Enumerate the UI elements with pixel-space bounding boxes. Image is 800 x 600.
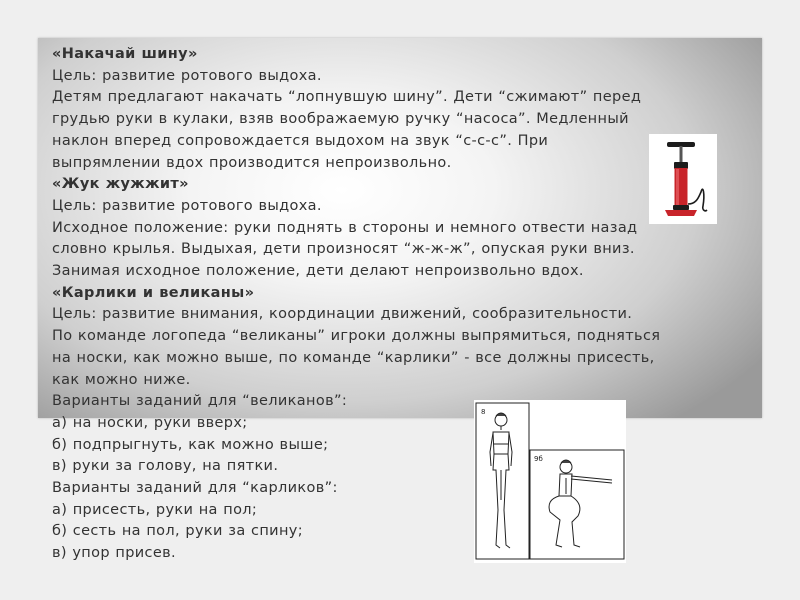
exercise-figures-drawing — [474, 400, 626, 563]
text-line: в) руки за голову, на пятки. — [52, 458, 279, 475]
slide-text-block — [52, 44, 752, 565]
heading-karliki-i-velikany: «Карлики и великаны» — [52, 284, 255, 301]
text-line: Варианты заданий для “великанов”: — [52, 393, 348, 410]
heading-zhuk-zhuzhzhit: «Жук жужжит» — [52, 176, 189, 193]
text-line: на носки, как можно выше, по команде “карлики” - все должны присесть, — [52, 349, 655, 366]
figure-label-right: 9б — [534, 455, 543, 463]
text-line: наклон вперед сопровождается выдохом на звук “с-с-с”. При — [52, 132, 549, 149]
text-line: Цель: развитие ротового выдоха. — [52, 197, 322, 214]
air-pump-image — [649, 134, 717, 224]
text-line: в) упор присев. — [52, 545, 176, 562]
heading-nakachai-shinu: «Накачай шину» — [52, 46, 198, 62]
text-line: грудью руки в кулаки, взяв воображаемую ручку “насоса”. Медленный — [52, 111, 629, 128]
text-line: выпрямлении вдох производится непроизвольно. — [52, 154, 452, 171]
text-line: б) сесть на пол, руки за спину; — [52, 523, 303, 540]
text-line: б) подпрыгнуть, как можно выше; — [52, 436, 329, 453]
text-line: как можно ниже. — [52, 371, 191, 388]
text-line: Исходное положение: руки поднять в стороны и немного отвести назад — [52, 219, 638, 236]
text-line: словно крылья. Выдыхая, дети произносят “ж-ж-ж”, опуская руки вниз. — [52, 241, 635, 258]
text-line: а) присесть, руки на пол; — [52, 501, 258, 518]
text-line: а) на носки, руки вверх; — [52, 414, 248, 431]
text-line: По команде логопеда “великаны” игроки должны выпрямиться, подняться — [52, 328, 661, 345]
text-line: Детям предлагают накачать “лопнувшую шину”. Дети “сжимают” перед — [52, 89, 642, 106]
text-line: Варианты заданий для “карликов”: — [52, 480, 338, 497]
text-line: Цель: развитие ротового выдоха. — [52, 67, 322, 84]
figure-label-left: 8 — [481, 408, 486, 416]
text-line: Занимая исходное положение, дети делают непроизвольно вдох. — [52, 263, 584, 280]
giants-dwarfs-exercise-image — [474, 400, 626, 563]
text-line: Цель: развитие внимания, координации движений, сообразительности. — [52, 306, 633, 323]
air-pump-icon — [649, 134, 717, 224]
